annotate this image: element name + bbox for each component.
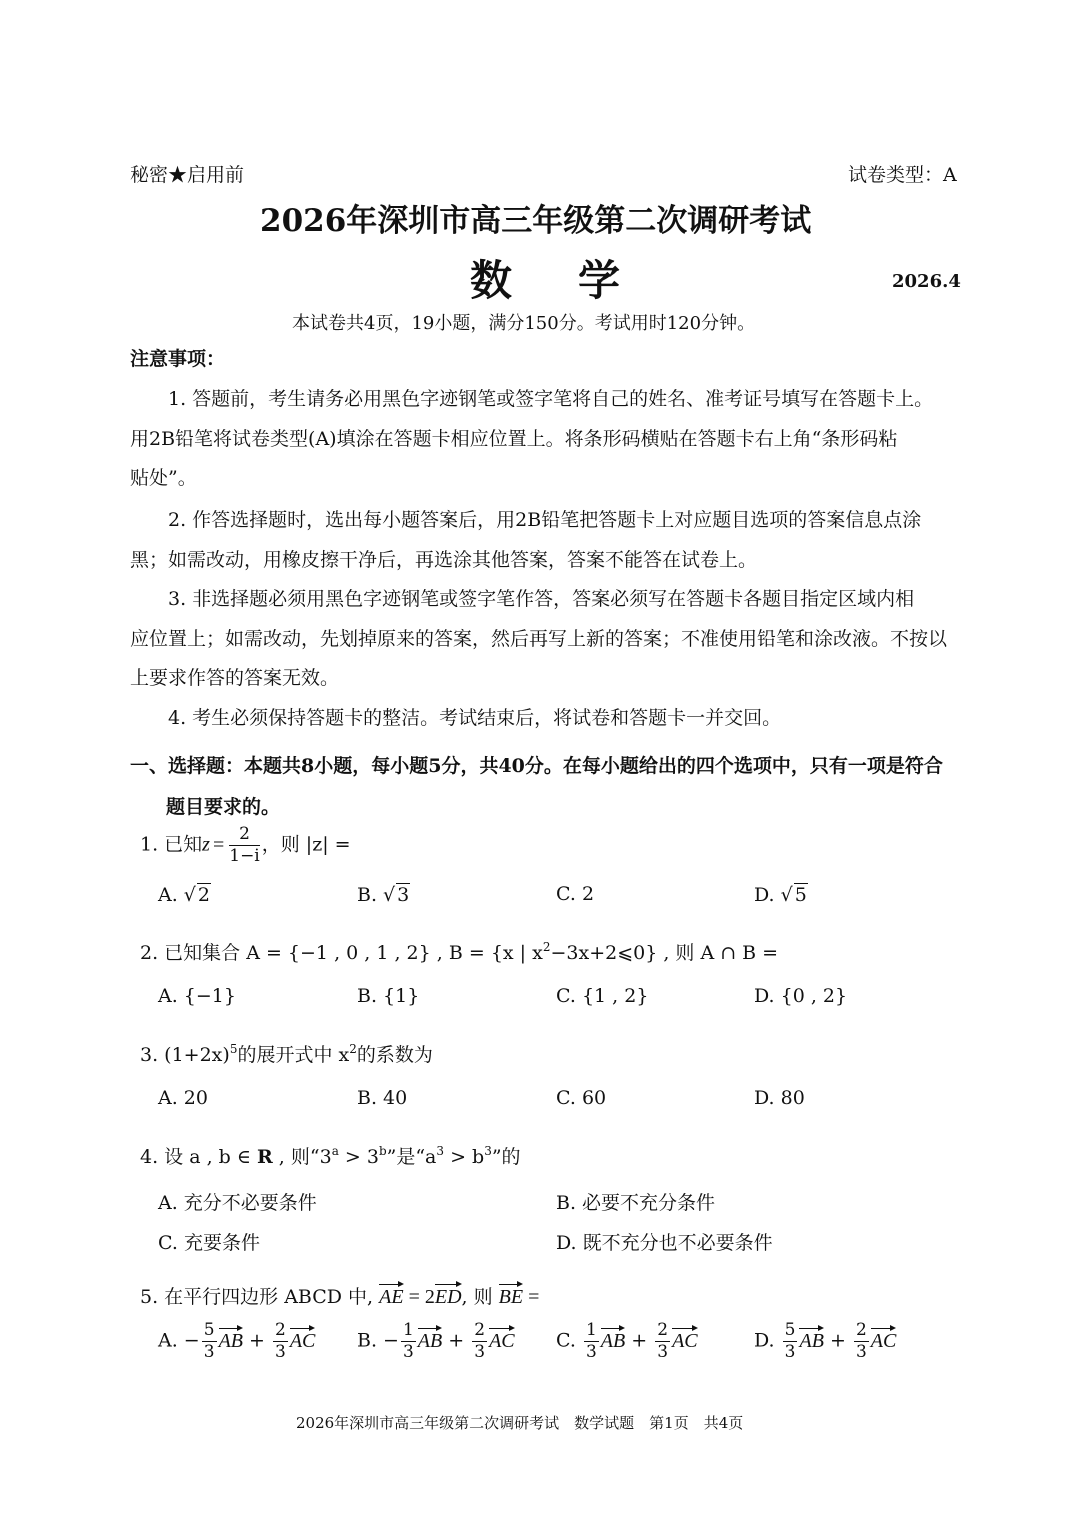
notice-1-line-2: 用2B铅笔将试卷类型(A)填涂在答题卡相应位置上。将条形码横贴在答题卡右上角“条形码粘 (130, 428, 898, 450)
notice-2-line-1: 2. 作答选择题时，选出每小题答案后，用2B铅笔把答题卡上对应题目选项的答案信息点涂 (168, 509, 922, 531)
notice-heading: 注意事项： (130, 348, 226, 370)
exam-title: 2026年深圳市高三年级第二次调研考试 (260, 203, 812, 239)
q2-option-b: B. {1} (357, 985, 420, 1007)
notice-1-line-1: 1. 答题前，考生请务必用黑色字迹钢笔或签字笔将自己的姓名、准考证号填写在答题卡上。 (168, 388, 934, 410)
q3-option-a: A. 20 (158, 1087, 208, 1109)
q5-option-a: A. − $\frac{5}{3}$ AB + $\frac{2}{3}$ AC (158, 1320, 316, 1362)
section-1-heading: 一、选择题：本题共8小题，每小题5分，共40分。在每小题给出的四个选项中，只有一项是符合 (130, 755, 943, 777)
exam-info: 本试卷共4页，19小题，满分150分。考试用时120分钟。 (292, 313, 756, 334)
q4-option-a: A. 充分不必要条件 (158, 1192, 317, 1214)
q3-option-b: B. 40 (357, 1087, 408, 1109)
notice-1-line-3: 贴处”。 (130, 467, 197, 489)
vector-ae: AE (379, 1286, 404, 1308)
q4-option-d: D. 既不充分也不必要条件 (556, 1232, 773, 1254)
vector-be: BE (498, 1286, 524, 1308)
paper-type-label: 试卷类型：A (848, 164, 957, 186)
q3-option-d: D. 80 (754, 1087, 805, 1109)
q5-option-b: B. − $\frac{1}{3}$ AB + $\frac{2}{3}$ AC (357, 1320, 515, 1362)
q2-option-a: A. {−1} (158, 985, 236, 1007)
q1-fraction: $\frac{2}{1-i}$ (229, 824, 260, 866)
q1-option-a: A. √ 2 (158, 884, 211, 906)
vector-ed: ED (434, 1286, 462, 1308)
q3-option-c: C. 60 (556, 1087, 607, 1109)
q2-option-d: D. {0 , 2} (754, 985, 848, 1007)
confidential-label: 秘密★启用前 (130, 164, 245, 186)
subject-title: 数 学 (470, 256, 633, 305)
question-4: 4. 设 a , b ∈ R , 则“$3^a > 3^b$”是“$a^3 > b^3$”的 (140, 1144, 521, 1168)
notice-3-line-2: 应位置上；如需改动，先划掉原来的答案，然后再写上新的答案；不准使用铅笔和涂改液。不按以 (130, 628, 948, 650)
q1-option-b: B. √ 3 (357, 884, 410, 906)
question-3: 3. $(1+2x)^5$的展开式中 $x^2$的系数为 (140, 1042, 433, 1066)
q2-option-c: C. {1 , 2} (556, 985, 649, 1007)
notice-2-line-2: 黑；如需改动，用橡皮擦干净后，再选涂其他答案，答案不能答在试卷上。 (130, 549, 758, 571)
question-2: 2. 已知集合 A = {−1 , 0 , 1 , 2} , B = {x | $x^2-3x+2⩽0$} , 则 A ∩ B = (140, 940, 779, 964)
notice-4-line-1: 4. 考生必须保持答题卡的整洁。考试结束后，将试卷和答题卡一并交回。 (168, 707, 782, 729)
q5-option-c: C. $\frac{1}{3}$ AB + $\frac{2}{3}$ AC (556, 1320, 698, 1362)
section-1-heading-cont: 题目要求的。 (166, 796, 281, 818)
exam-date: 2026.4 (892, 271, 961, 292)
question-1: 1. 已知z = $\frac{2}{1-i}$ ，则 |z| = (140, 824, 351, 866)
notice-3-line-1: 3. 非选择题必须用黑色字迹钢笔或签字笔作答，答案必须写在答题卡各题目指定区域内相 (168, 588, 915, 610)
q5-option-d: D. $\frac{5}{3}$ AB + $\frac{2}{3}$ AC (754, 1320, 897, 1362)
q4-option-c: C. 充要条件 (158, 1232, 260, 1254)
notice-3-line-3: 上要求作答的答案无效。 (130, 667, 340, 689)
question-5: 5. 在平行四边形 ABCD 中, AE = 2ED, 则 BE = (140, 1286, 540, 1308)
q4-option-b: B. 必要不充分条件 (556, 1192, 716, 1214)
q1-option-c: C. 2 (556, 883, 595, 905)
page-footer: 2026年深圳市高三年级第二次调研考试 数学试题 第1页 共4页 (296, 1414, 744, 1432)
q1-option-d: D. √ 5 (754, 884, 807, 906)
